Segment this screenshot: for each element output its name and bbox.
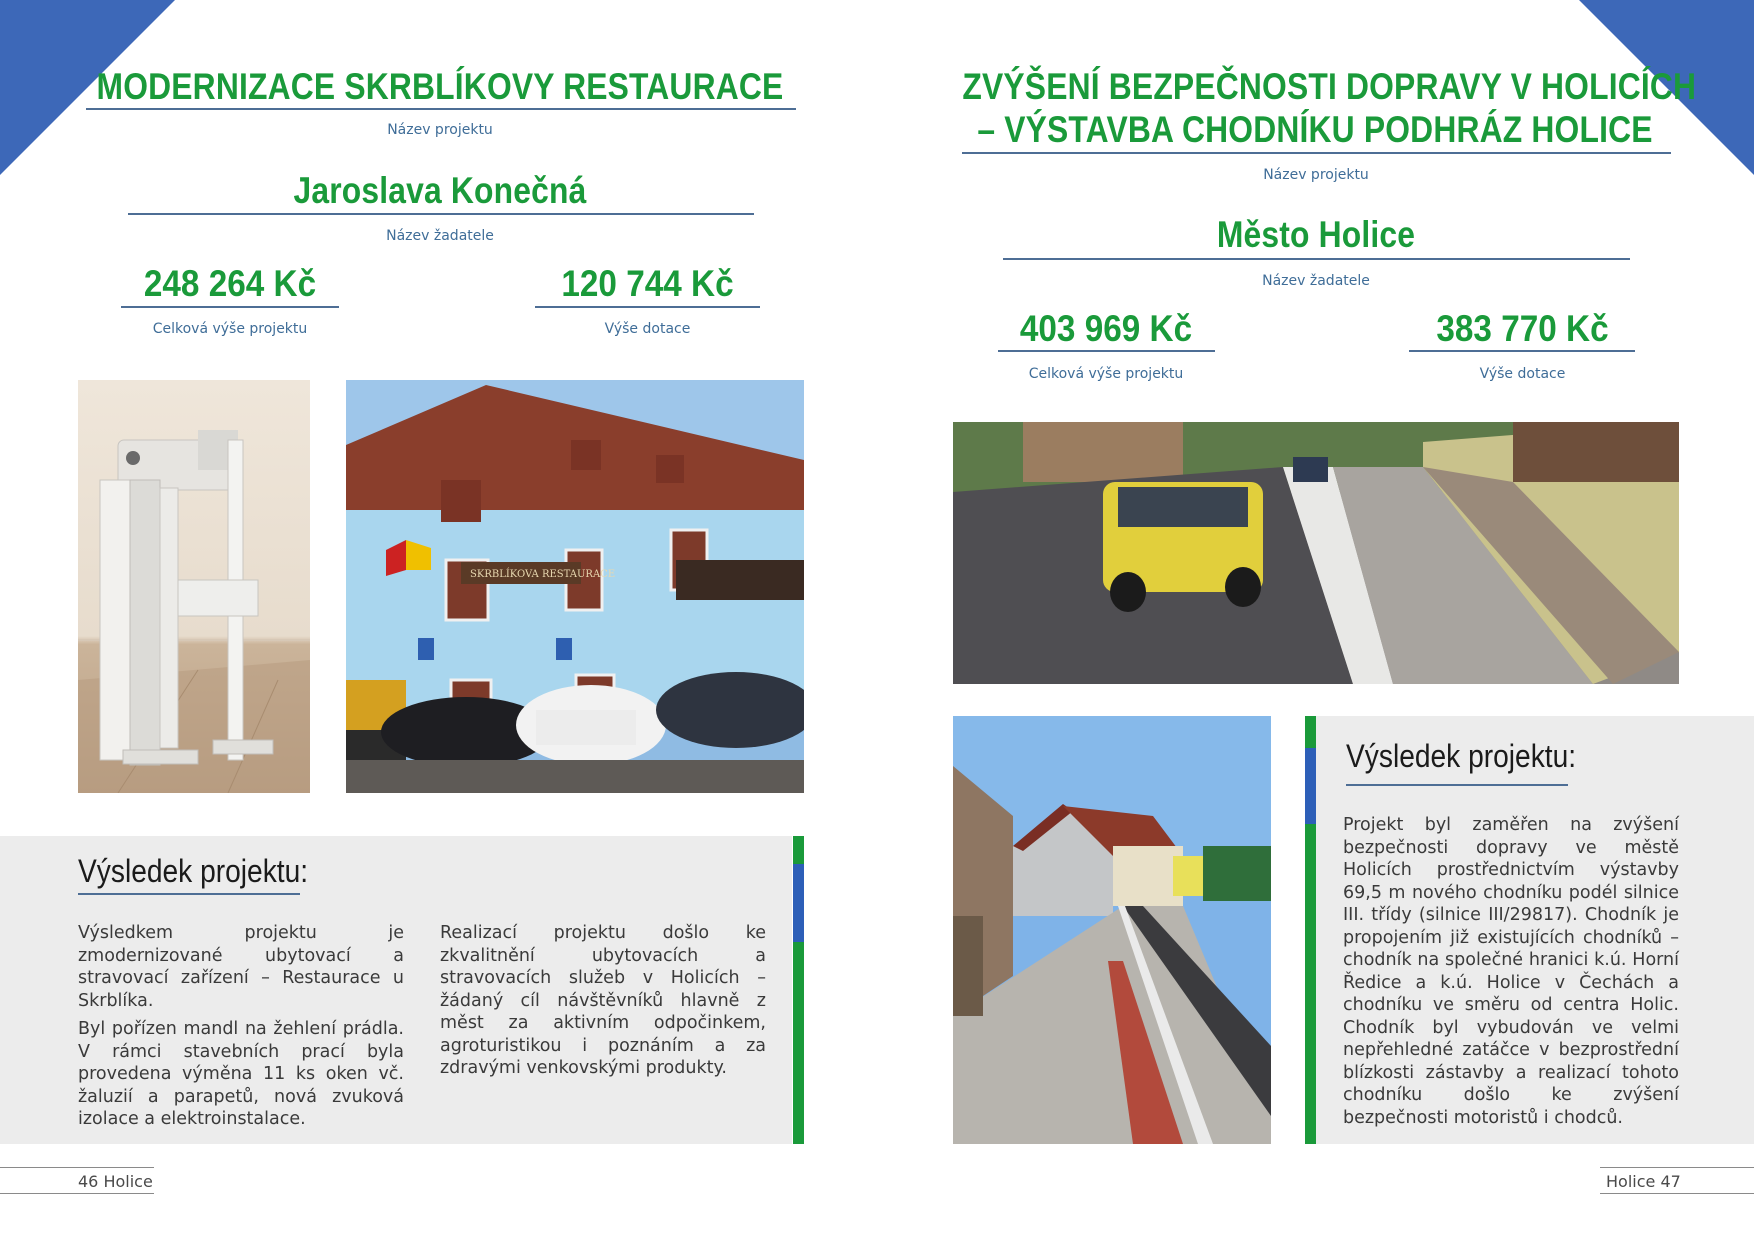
right-footer-rule-bottom	[1600, 1193, 1754, 1194]
right-total-rule	[998, 350, 1215, 352]
street-sidewalk-photo	[953, 716, 1271, 1144]
right-result-paragraph: Projekt byl zaměřen na zvýšení bezpečnosti dopravy ve městě Holicích prostřednictvím výstavby 69,5 m nového chodníku podél silnice III. třídy (silnice III/29817). Chodník je propojením již existujících chodníků – chodník na společné hranici k.ú. Horní Ředice a k.ú. Holice v Čechách a chodníku ve směru od centra Holic. Chodník byl vybudován ve velmi nepřehledné zatáčce v bezprostřední blízkosti zástavby a realizací tohoto chodníku došlo ke zvýšení bezpečnosti motoristů i chodců.	[1343, 815, 1679, 1128]
left-total-caption: Celková výše projektu	[152, 321, 308, 337]
right-result-heading: Výsledek projektu:	[1346, 738, 1577, 774]
left-applicant-caption: Název žadatele	[386, 228, 494, 244]
right-applicant-name: Město Holice	[1216, 214, 1416, 255]
left-title-rule	[86, 108, 796, 110]
right-applicant-rule	[1003, 258, 1630, 260]
restaurant-sign: SKRBLÍKOVA RESTAURACE	[470, 569, 616, 580]
left-applicant-name: Jaroslava Konečná	[293, 170, 587, 211]
restaurant-building-photo	[346, 380, 804, 793]
left-grant-caption: Výše dotace	[604, 321, 691, 337]
left-result-column-2	[440, 922, 766, 1080]
left-result-heading: Výsledek projektu:	[78, 853, 309, 889]
left-grant-rule	[535, 306, 760, 308]
left-project-title: MODERNIZACE SKRBLÍKOVY RESTAURACE	[96, 66, 784, 107]
right-grant-caption: Výše dotace	[1479, 366, 1566, 382]
left-page-footer: 46 Holice	[78, 1172, 153, 1191]
right-page-footer: Holice 47	[1606, 1172, 1681, 1191]
right-applicant-caption: Název žadatele	[1262, 273, 1370, 289]
right-footer-rule-top	[1600, 1167, 1754, 1168]
left-result-paragraph-2: Byl pořízen mandl na žehlení prádla. V rámci stavebních prací byla provedena výměna 11 ks oken vč. žaluzií a parapetů, nová zvuková izolace a elektroinstalace.	[78, 1019, 404, 1129]
left-footer-rule-bottom	[0, 1193, 154, 1194]
left-panel-stripe-blue	[793, 864, 804, 942]
right-panel-stripe-blue	[1305, 748, 1316, 824]
right-project-name-caption: Název projektu	[1263, 167, 1369, 183]
left-panel-stripe-green-top	[793, 836, 804, 864]
right-title-rule	[962, 152, 1671, 154]
left-total-rule	[121, 306, 339, 308]
right-grant-amount: 383 770 Kč	[1436, 308, 1609, 349]
sidewalk-car-photo	[953, 422, 1679, 684]
left-result-paragraph-1: Výsledkem projektu je zmodernizované ubytovací a stravovací zařízení – Restaurace u Skrblíka.	[78, 923, 404, 1011]
left-total-amount: 248 264 Kč	[143, 263, 317, 304]
right-total-amount: 403 969 Kč	[1019, 308, 1193, 349]
left-project-name-caption: Název projektu	[387, 122, 493, 138]
right-project-title-line-1: ZVÝŠENÍ BEZPEČNOSTI DOPRAVY V HOLICÍCH	[962, 66, 1697, 107]
left-grant-amount: 120 744 Kč	[561, 263, 734, 304]
right-result-column	[1343, 814, 1679, 1129]
right-project-title-line-2: – VÝSTAVBA CHODNÍKU PODHRÁZ HOLICE	[977, 109, 1653, 150]
left-result-column-1	[78, 922, 404, 1131]
right-total-caption: Celková výše projektu	[1028, 366, 1184, 382]
left-result-paragraph-3: Realizací projektu došlo ke zkvalitnění ubytovacích a stravovacích služeb v Holicích – žádaný cíl návštěvníků hlavně z měst za aktivním odpočinkem, agroturistikou i poznáním a za zdravými venkovskými produkty.	[440, 923, 766, 1078]
left-applicant-rule	[128, 213, 754, 215]
ironing-machine-photo	[78, 380, 310, 793]
right-panel-stripe-green-top	[1305, 716, 1316, 748]
right-panel-stripe-green	[1305, 824, 1316, 1144]
left-result-heading-rule	[78, 893, 300, 895]
right-grant-rule	[1409, 350, 1635, 352]
right-result-heading-rule	[1346, 784, 1568, 786]
left-panel-stripe-green	[793, 942, 804, 1144]
left-footer-rule-top	[0, 1167, 154, 1168]
